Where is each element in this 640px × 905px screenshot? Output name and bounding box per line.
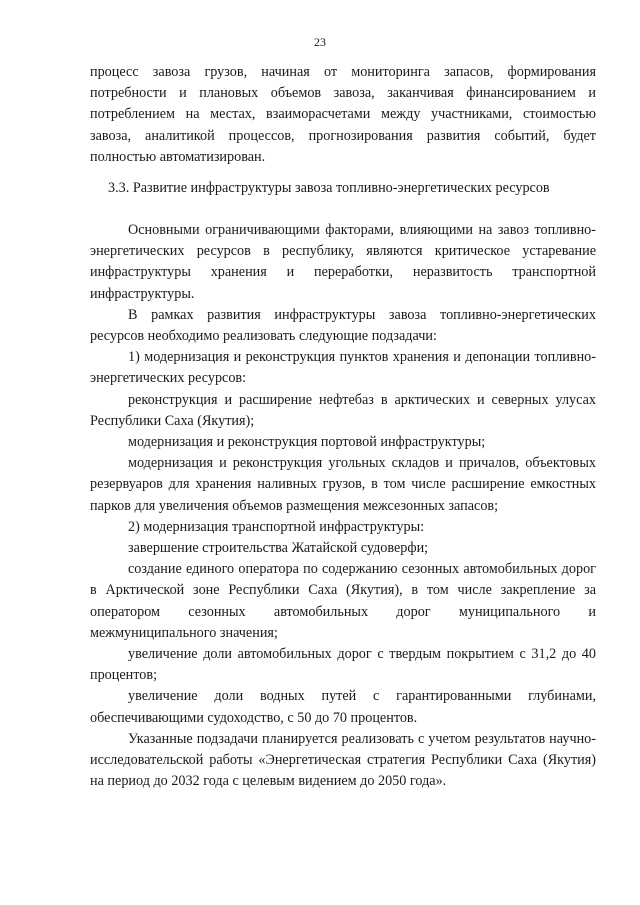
list-item: увеличение доли водных путей с гарантированными глубинами, обеспечивающими судоходство, с 50 до 70 процентов. <box>90 688 596 726</box>
paragraph: Указанные подзадачи планируется реализовать с учетом результатов научно-исследовательской работы «Энергетическая стратегия Республики Саха (Якутия) на период до 2032 года с целевым видением до 2050 года». <box>90 730 596 790</box>
paragraph: В рамках развития инфраструктуры завоза топливно-энергетических ресурсов необходимо реализовать следующие подзадачи: <box>90 306 596 345</box>
page-number: 23 <box>314 35 326 49</box>
list-item: реконструкция и расширение нефтебаз в арктических и северных улусах Республики Саха (Якутия); <box>90 391 596 429</box>
list-item: создание единого оператора по содержанию сезонных автомобильных дорог в Арктической зоне Республики Саха (Якутия), в том числе закрепление за оператором сезонных автомобильных дорог муниципального и межмуниципального значения; <box>90 561 596 641</box>
list-item: увеличение доли автомобильных дорог с твердым покрытием с 31,2 до 40 процентов; <box>90 646 596 684</box>
list-item: завершение строительства Жатайской судоверфи; <box>128 540 429 557</box>
list-item: модернизация и реконструкция портовой инфраструктуры; <box>128 434 486 451</box>
list-item: 1) модернизация и реконструкция пунктов хранения и депонации топливно-энергетических ресурсов: <box>90 349 596 387</box>
section-body <box>90 220 596 792</box>
list-item: модернизация и реконструкция угольных складов и причалов, объектовых резервуаров для хранения наливных грузов, в том числе расширение емкостных парков для увеличения объемов размещения межсезонных запасов; <box>90 455 596 514</box>
intro-block <box>90 62 596 168</box>
list-item: 2) модернизация транспортной инфраструктуры: <box>128 518 425 535</box>
intro-paragraph: процесс завоза грузов, начиная от мониторинга запасов, формирования потребности и плановых объемов завоза, заканчивая финансированием и потреблением на местах, взаиморасчетами между участниками, стоимостью завоза, аналитикой процессов, прогнозирования развития событий, будет полностью автоматизирован. <box>90 64 596 165</box>
paragraph: Основными ограничивающими факторами, влияющими на завоз топливно-энергетических ресурсов в республику, являются критическое устаревание инфраструктуры хранения и переработки, неразвитость транспортной инфраструктуры. <box>90 222 596 302</box>
section-heading: 3.3. Развитие инфраструктуры завоза топливно-энергетических ресурсов <box>108 180 550 196</box>
